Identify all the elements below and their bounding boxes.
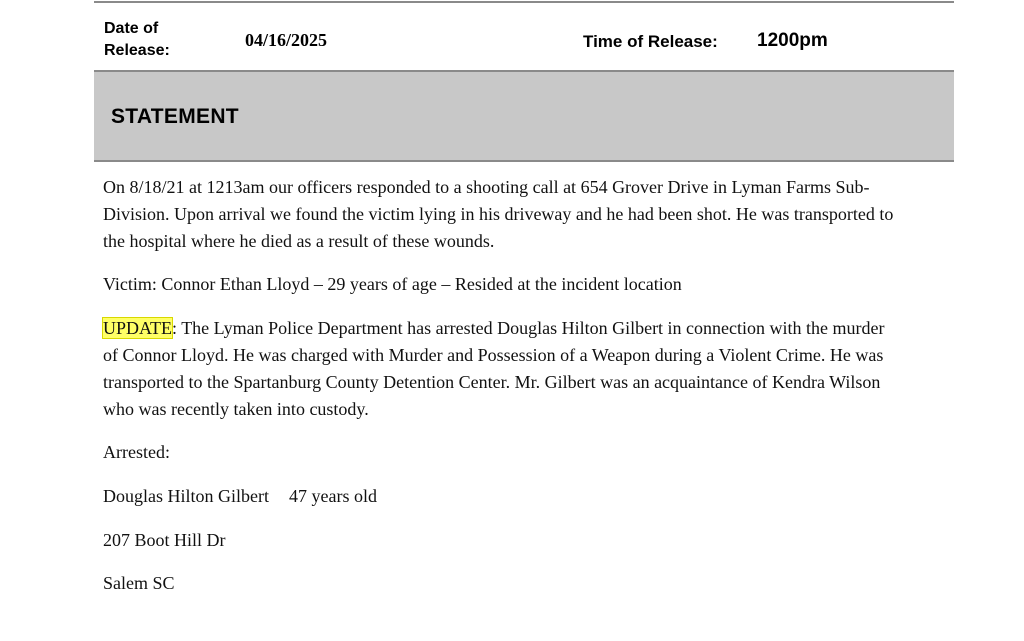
statement-heading: STATEMENT (111, 105, 239, 128)
update-highlight-label: UPDATE (103, 318, 173, 338)
address-city-state: Salem SC (103, 573, 175, 593)
update-paragraph (103, 315, 903, 423)
statement-band (94, 70, 954, 162)
victim-line: Victim: Connor Ethan Lloyd – 29 years of age – Resided at the incident location (103, 274, 682, 294)
release-header (94, 3, 954, 70)
date-of-release-value: 04/16/2025 (245, 30, 328, 50)
update-text: : The Lyman Police Department has arrested Douglas Hilton Gilbert in connection with the murder of Connor Lloyd. He was charged with Murder and Possession of a Weapon during a Violent Crime. He was transported to the Spartanburg County Detention Center. Mr. Gilbert was an acquaintance of Kendra Wilson who was recently taken into custody. (103, 318, 885, 419)
time-of-release-label: Time of Release: (583, 32, 718, 51)
arrested-name: Douglas Hilton Gilbert (103, 486, 269, 506)
incident-paragraph: On 8/18/21 at 1213am our officers responded to a shooting call at 654 Grover Drive in Lyman Farms Sub-Division. Upon arrival we found the victim lying in his driveway and he had been shot. He was transported to the hospital where he died as a result of these wounds. (103, 177, 894, 251)
arrested-person-line (103, 483, 903, 510)
time-of-release-value: 1200pm (757, 30, 828, 51)
address-street: 207 Boot Hill Dr (103, 530, 226, 550)
date-of-release-label: Date of Release: (104, 20, 170, 59)
arrested-label: Arrested: (103, 442, 170, 462)
arrested-age: 47 years old (288, 486, 377, 506)
